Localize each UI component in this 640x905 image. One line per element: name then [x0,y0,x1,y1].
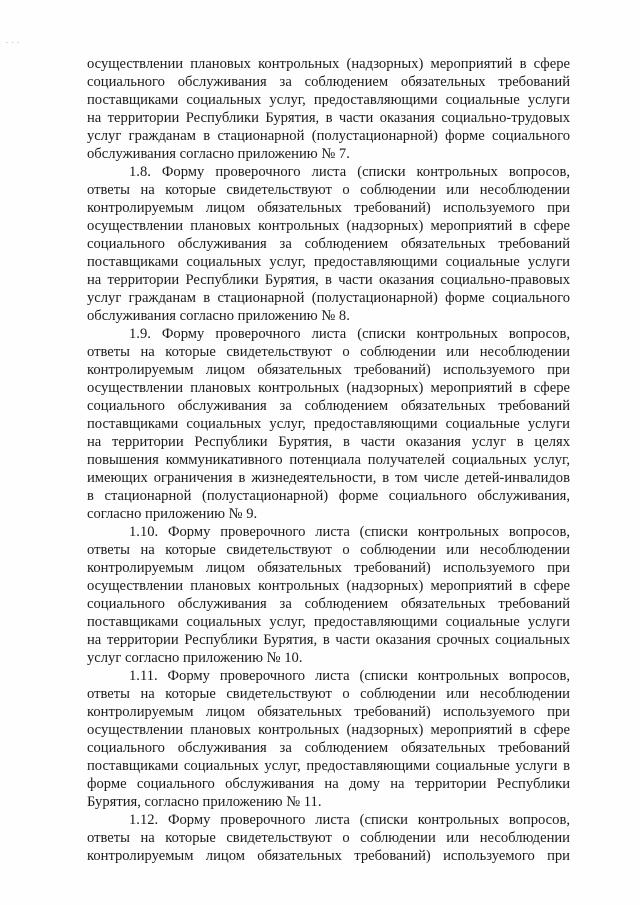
document-body [87,55,570,865]
text-line: поставщиками социальных услуг, предоставляющими социальные услуги [87,416,570,432]
text-line: 1.12. Форму проверочного листа (списки контрольных вопросов, [129,812,570,828]
text-line: осуществлении плановых контрольных (надзорных) мероприятий в сфере [87,218,570,234]
paragraph-p-1-12 [87,811,570,865]
text-line: ответы на которые свидетельствуют о соблюдении или несоблюдении [87,542,570,558]
text-line: форме социального обслуживания на дому на территории Республики [87,776,570,792]
text-line: поставщиками социальных услуг, предоставляющими социальные услуги [87,254,570,270]
text-line: социального обслуживания за соблюдением обязательных требований [87,398,570,414]
text-line: поставщиками социальных услуг, предоставляющими социальные услуги [87,92,570,108]
paragraph-p-1-9 [87,325,570,523]
text-line: социального обслуживания за соблюдением обязательных требований [87,596,570,612]
paragraph-p-1-10 [87,523,570,667]
text-line: контролируемым лицом обязательных требований) используемого при [87,560,570,576]
text-line: 1.9. Форму проверочного листа (списки контрольных вопросов, [129,326,570,342]
text-line: поставщиками социальных услуг, предоставляющими социальные услуги [87,614,570,630]
text-line: поставщиками социальных услуг, предоставляющими социальные услуги в [87,758,570,774]
margin-mark: - - - [6,40,20,46]
text-line: имеющих ограничения в жизнедеятельности, в том числе детей-инвалидов [87,470,570,486]
text-line: контролируемым лицом обязательных требований) используемого при [87,200,570,216]
text-line: повышения коммуникативного потенциала получателей социальных услуг, [87,452,570,468]
text-line: осуществлении плановых контрольных (надзорных) мероприятий в сфере [87,578,570,594]
text-line: осуществлении плановых контрольных (надзорных) мероприятий в сфере [87,722,570,738]
text-line: 1.11. Форму проверочного листа (списки контрольных вопросов, [129,668,570,684]
text-line: в стационарной (полустационарной) форме социального обслуживания, [87,488,570,504]
text-line: ответы на которые свидетельствуют о соблюдении или несоблюдении [87,686,570,702]
text-line: ответы на которые свидетельствуют о соблюдении или несоблюдении [87,182,570,198]
text-line: контролируемым лицом обязательных требований) используемого при [87,704,570,720]
text-line: социального обслуживания за соблюдением обязательных требований [87,74,570,90]
paragraph-p-1-8 [87,163,570,325]
text-line: услуг гражданам в стационарной (полустационарной) форме социального [87,128,570,144]
text-line: услуг гражданам в стационарной (полустационарной) форме социального [87,290,570,306]
text-line: 1.10. Форму проверочного листа (списки контрольных вопросов, [129,524,570,540]
text-line: 1.8. Форму проверочного листа (списки контрольных вопросов, [129,164,570,180]
text-line: обслуживания согласно приложению № 7. [87,146,350,162]
text-line: осуществлении плановых контрольных (надзорных) мероприятий в сфере [87,380,570,396]
paragraph-p-1-11 [87,667,570,811]
text-line: обслуживания согласно приложению № 8. [87,308,350,324]
text-line: на территории Республики Бурятия, в части оказания социально-правовых [87,272,570,288]
text-line: социального обслуживания за соблюдением обязательных требований [87,740,570,756]
text-line: контролируемым лицом обязательных требований) используемого при [87,848,570,864]
text-line: на территории Республики Бурятия, в части оказания социально-трудовых [87,110,570,126]
paragraph-p-cont-1-7 [87,55,570,163]
text-line: согласно приложению № 9. [87,506,258,522]
text-line: социального обслуживания за соблюдением обязательных требований [87,236,570,252]
text-line: на территории Республики Бурятия, в части оказания срочных социальных [87,632,570,648]
text-line: осуществлении плановых контрольных (надзорных) мероприятий в сфере [87,56,570,72]
text-line: контролируемым лицом обязательных требований) используемого при [87,362,570,378]
text-line: ответы на которые свидетельствуют о соблюдении или несоблюдении [87,344,570,360]
text-line: услуг согласно приложению № 10. [87,650,303,666]
text-line: Бурятия, согласно приложению № 11. [87,794,322,810]
text-line: на территории Республики Бурятия, в части оказания услуг в целях [87,434,570,450]
text-line: ответы на которые свидетельствуют о соблюдении или несоблюдении [87,830,570,846]
